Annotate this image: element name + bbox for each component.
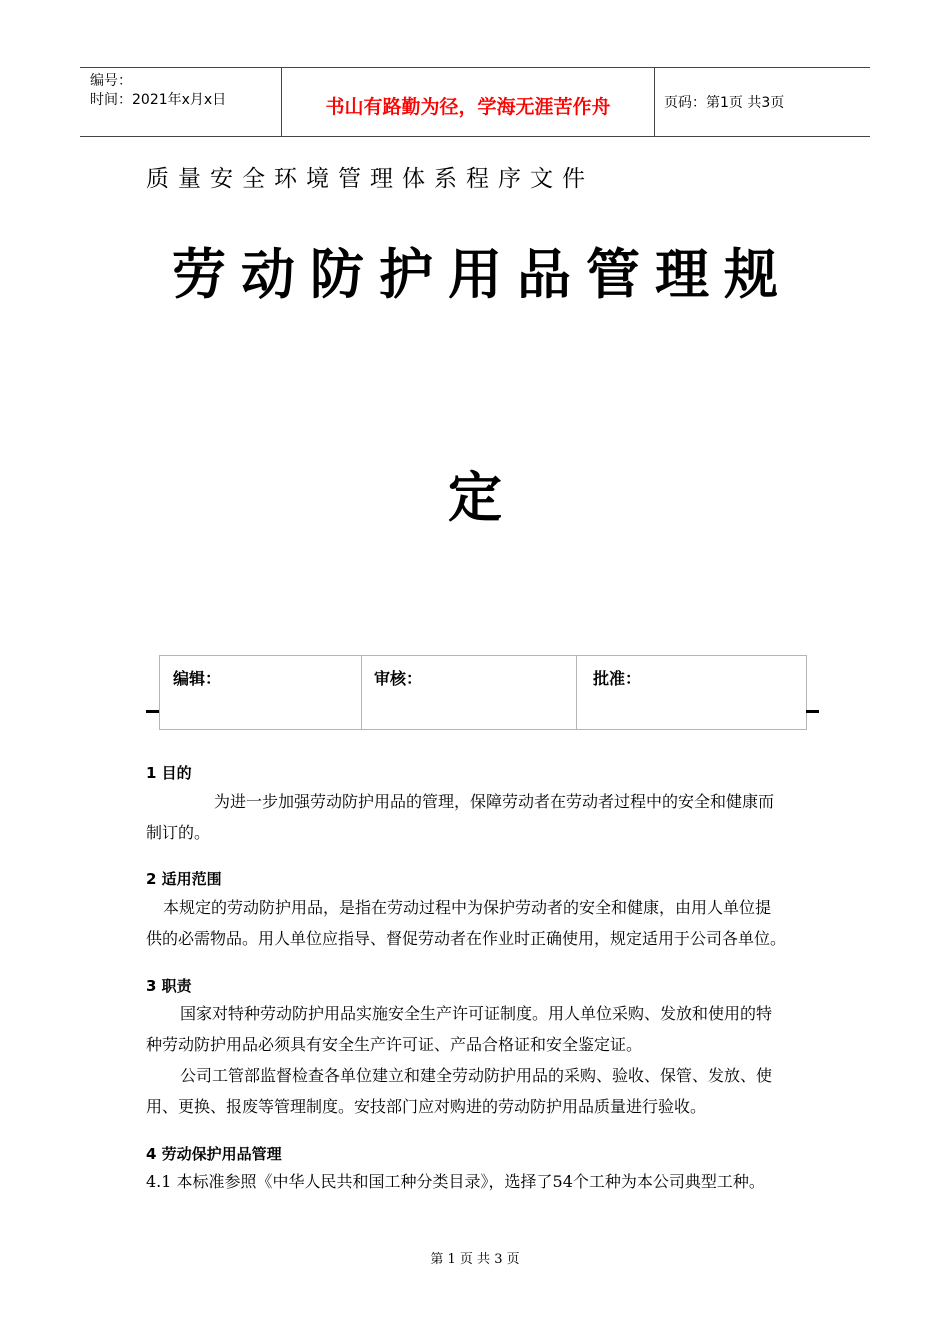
section-heading-3: 3 职责 bbox=[146, 977, 192, 995]
page-info: 页码：第1页 共3页 bbox=[664, 95, 785, 111]
signoff-table bbox=[159, 655, 807, 730]
section-heading-1: 1 目的 bbox=[146, 764, 192, 782]
text-line: 制订的。 bbox=[146, 823, 211, 842]
approver-label: 批准： bbox=[593, 669, 642, 688]
reviewer-label: 审核： bbox=[374, 669, 423, 688]
text-line: 4.1 本标准参照《中华人民共和国工种分类目录》，选择了54个工种为本公司典型工种。 bbox=[146, 1172, 765, 1191]
text-line: 本规定的劳动防护用品，是指在劳动过程中为保护劳动者的安全和健康，由用人单位提 bbox=[163, 898, 772, 917]
doc-title-line1: 劳动防护用品管理规 bbox=[172, 243, 793, 306]
text-line: 为进一步加强劳动防护用品的管理，保障劳动者在劳动者过程中的安全和健康而 bbox=[214, 792, 775, 811]
reviewer-cell bbox=[362, 656, 577, 729]
header-meta-cell bbox=[80, 68, 282, 136]
text-line: 用、更换、报废等管理制度。安技部门应对购进的劳动防护用品质量进行验收。 bbox=[146, 1097, 707, 1116]
motto-text: 书山有路勤为径，学海无涯苦作舟 bbox=[325, 96, 611, 118]
code-label: 编号： bbox=[90, 73, 132, 89]
right-dash bbox=[806, 710, 819, 713]
header-motto-cell bbox=[282, 68, 655, 136]
left-dash bbox=[146, 710, 159, 713]
section-1-paragraph bbox=[146, 786, 818, 848]
editor-label: 编辑： bbox=[173, 669, 222, 688]
editor-cell bbox=[160, 656, 362, 729]
section-3-paragraph bbox=[146, 998, 818, 1122]
section-heading-2: 2 适用范围 bbox=[146, 870, 222, 888]
page-footer: 第 1 页 共 3 页 bbox=[430, 1252, 520, 1267]
section-2-paragraph bbox=[146, 892, 818, 954]
approver-cell bbox=[577, 656, 806, 729]
text-line: 供的必需物品。用人单位应指导、督促劳动者在作业时正确使用，规定适用于公司各单位。 bbox=[146, 929, 787, 948]
doc-title-line2: 定 bbox=[448, 466, 502, 529]
time-label: 时间：2021年x月x日 bbox=[90, 92, 227, 108]
document-header bbox=[80, 67, 870, 137]
text-line: 国家对特种劳动防护用品实施安全生产许可证制度。用人单位采购、发放和使用的特 bbox=[180, 1004, 773, 1023]
header-page-cell bbox=[655, 68, 870, 136]
section-4-paragraph bbox=[146, 1166, 818, 1197]
text-line: 公司工管部监督检查各单位建立和建全劳动防护用品的采购、验收、保管、发放、使 bbox=[180, 1066, 773, 1085]
doc-subtitle: 质量安全环境管理体系程序文件 bbox=[146, 166, 594, 192]
text-line: 种劳动防护用品必须具有安全生产许可证、产品合格证和安全鉴定证。 bbox=[146, 1035, 643, 1054]
section-heading-4: 4 劳动保护用品管理 bbox=[146, 1145, 282, 1163]
